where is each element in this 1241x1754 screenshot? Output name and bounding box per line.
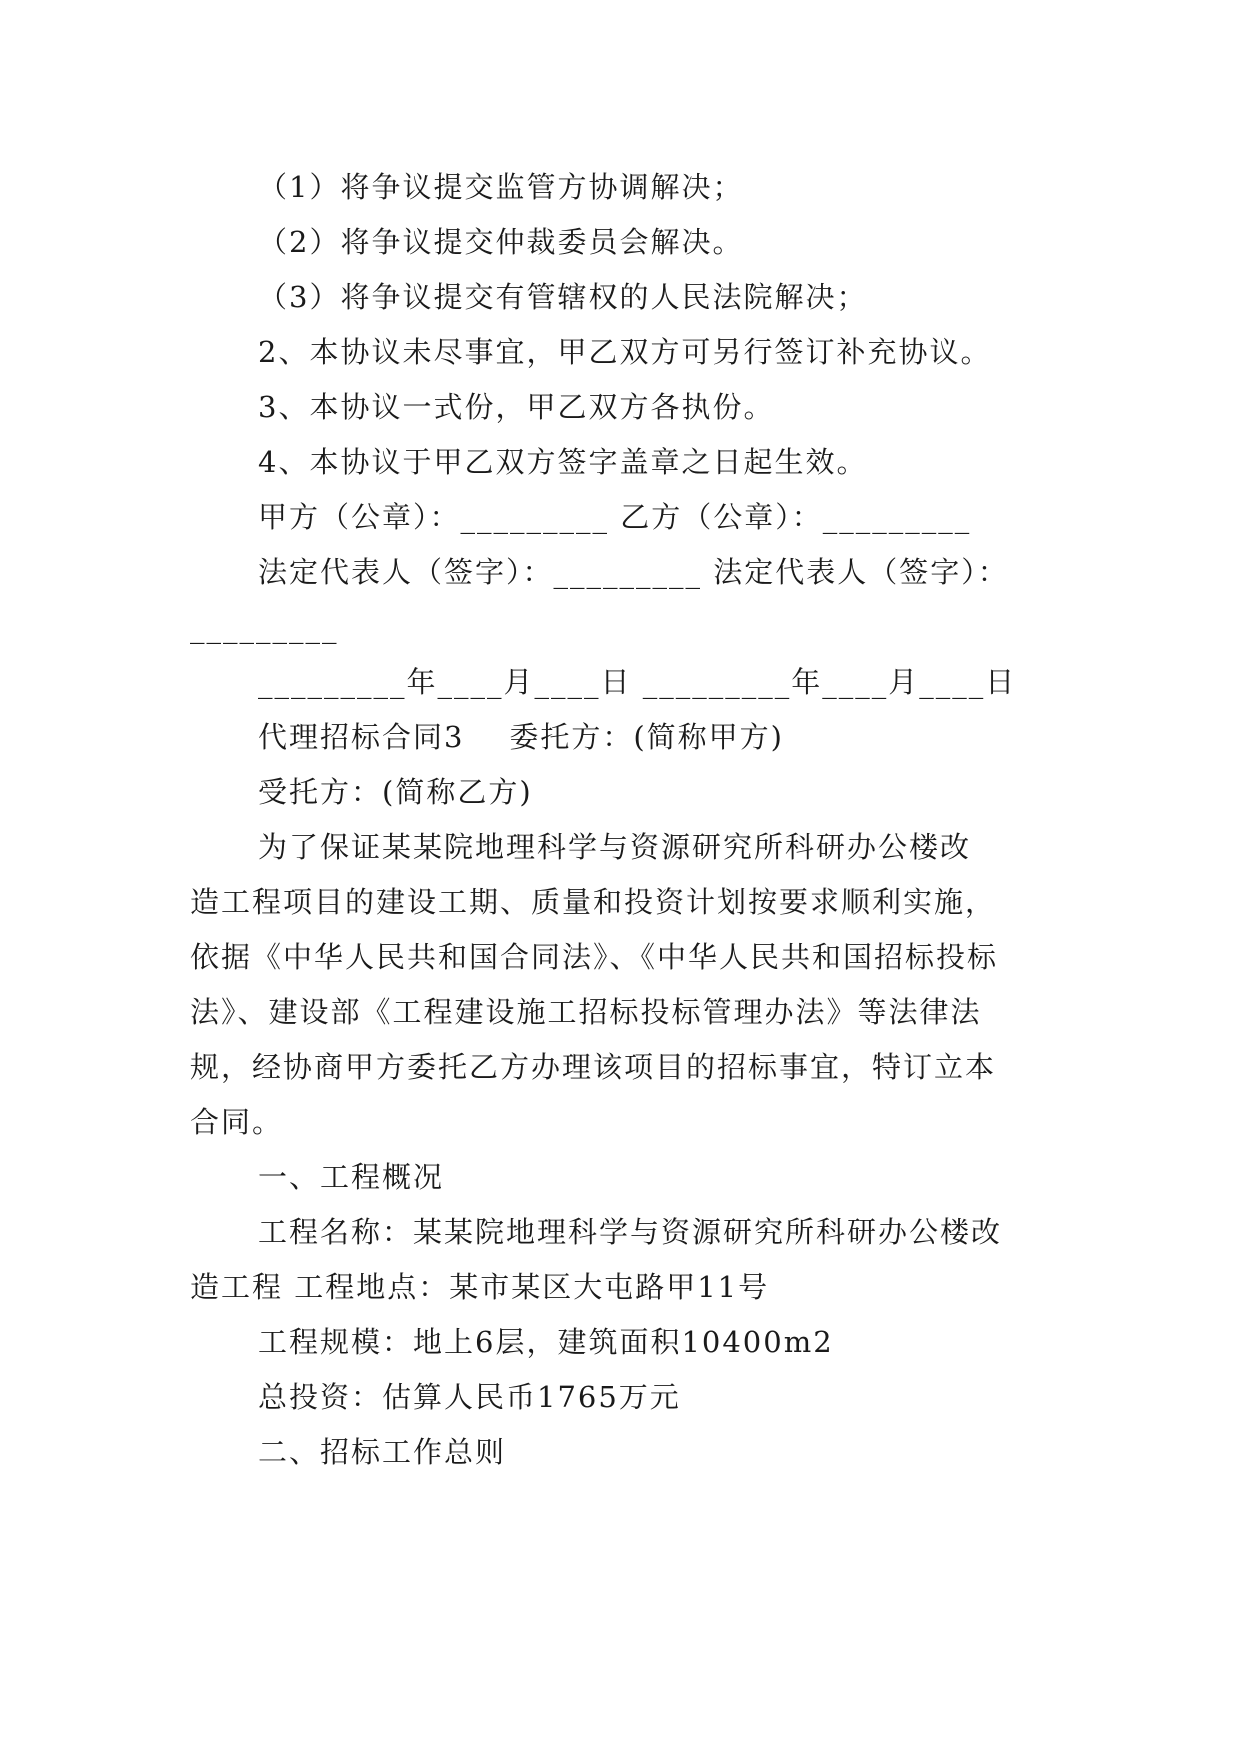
- preamble-line-2: 造工程项目的建设工期、质量和投资计划按要求顺利实施，: [190, 885, 997, 919]
- dispute-option-3: （3）将争议提交有管辖权的人民法院解决；: [258, 280, 868, 314]
- representative-line: 法定代表人（签字）：_________ 法定代表人（签字）：: [258, 555, 1009, 589]
- preamble-line-6: 合同。: [190, 1105, 284, 1139]
- dispute-option-1: （1）将争议提交监管方协调解决；: [258, 170, 744, 204]
- clause-2: 2、本协议未尽事宜，甲乙双方可另行签订补充协议。: [258, 335, 992, 369]
- project-name-line: 工程名称：某某院地理科学与资源研究所科研办公楼改: [258, 1215, 1003, 1249]
- clause-4: 4、本协议于甲乙双方签字盖章之日起生效。: [258, 445, 868, 479]
- preamble-line-5: 规，经协商甲方委托乙方办理该项目的招标事宜，特订立本: [190, 1050, 997, 1084]
- preamble-line-1: 为了保证某某院地理科学与资源研究所科研办公楼改: [258, 830, 972, 864]
- trustee-line: 受托方：(简称乙方): [258, 775, 533, 809]
- dispute-option-2: （2）将争议提交仲裁委员会解决。: [258, 225, 744, 259]
- clause-3: 3、本协议一式份，甲乙双方各执份。: [258, 390, 775, 424]
- project-location-line: 造工程 工程地点：某市某区大屯路甲11号: [190, 1270, 770, 1304]
- total-investment-line: 总投资：估算人民币1765万元: [258, 1380, 681, 1414]
- section-heading-2: 二、招标工作总则: [258, 1435, 507, 1469]
- preamble-line-3: 依据《中华人民共和国合同法》、《中华人民共和国招标投标: [190, 940, 999, 974]
- date-line: _________年____月____日 _________年____月____日: [258, 665, 1017, 699]
- section-heading-1: 一、工程概况: [258, 1160, 445, 1194]
- preamble-line-4: 法》、建设部《工程建设施工招标投标管理办法》等法律法: [190, 995, 982, 1029]
- seal-line: 甲方（公章）：_________ 乙方（公章）：_________: [258, 500, 972, 534]
- contract-title-line: 代理招标合同3 委托方：(简称甲方): [258, 720, 784, 754]
- project-scale-line: 工程规模：地上6层，建筑面积10400m2: [258, 1325, 834, 1359]
- representative-blank: _________: [190, 610, 339, 644]
